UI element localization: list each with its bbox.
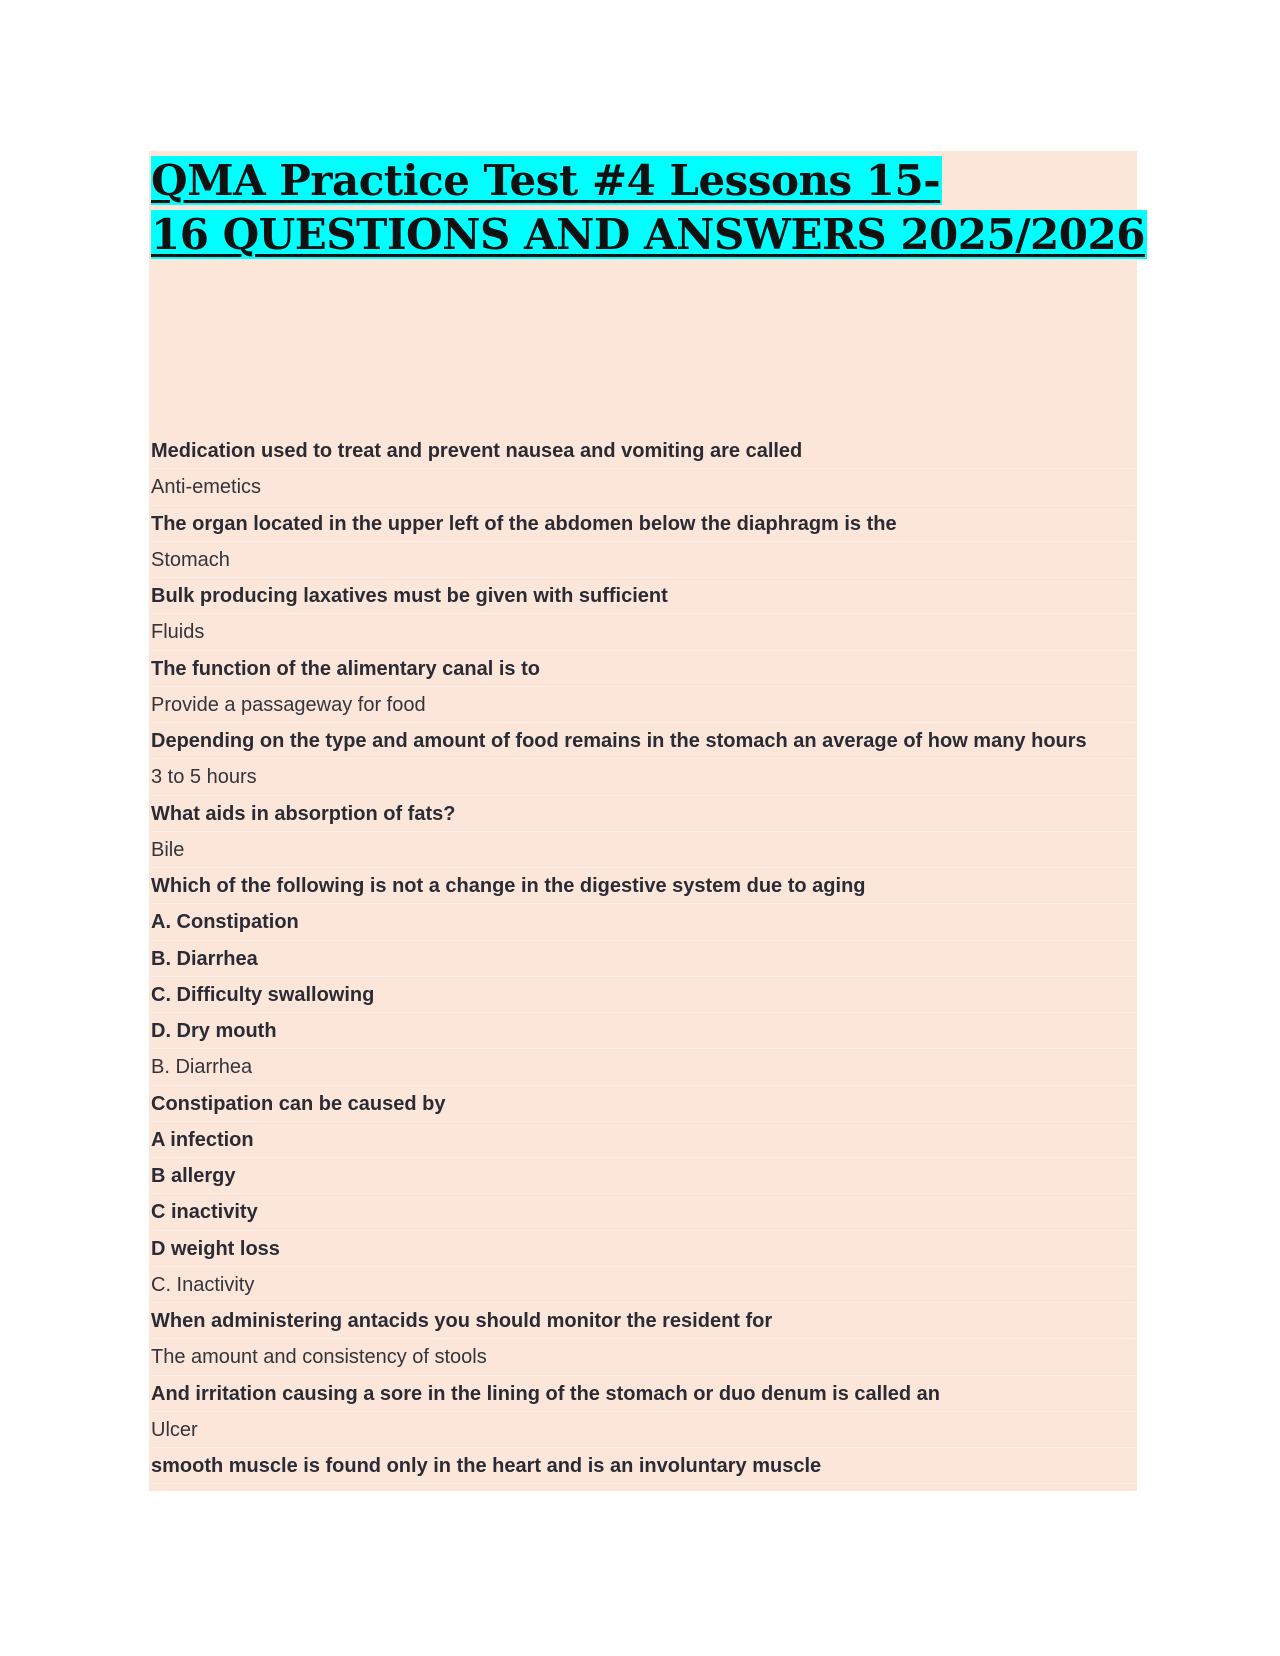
question-line: smooth muscle is found only in the heart and is an involuntary muscle: [151, 1448, 1136, 1484]
question-line: C. Difficulty swallowing: [151, 977, 1136, 1013]
question-line: Constipation can be caused by: [151, 1086, 1136, 1122]
answer-line: Fluids: [151, 614, 1136, 650]
answer-line: Provide a passageway for food: [151, 687, 1136, 723]
question-line: And irritation causing a sore in the lining of the stomach or duo denum is called an: [151, 1376, 1136, 1412]
title-line-1: QMA Practice Test #4 Lessons 15-: [151, 156, 941, 205]
answer-line: B. Diarrhea: [151, 1049, 1136, 1085]
answer-line: Stomach: [151, 542, 1136, 578]
document-title: [151, 154, 1147, 262]
question-line: The function of the alimentary canal is to: [151, 651, 1136, 687]
answer-line: Bile: [151, 832, 1136, 868]
answer-line: The amount and consistency of stools: [151, 1339, 1136, 1375]
question-line: A. Constipation: [151, 904, 1136, 940]
question-line: A infection: [151, 1122, 1136, 1158]
question-line: D weight loss: [151, 1231, 1136, 1267]
answer-line: Anti-emetics: [151, 469, 1136, 505]
answer-line: Ulcer: [151, 1412, 1136, 1448]
answer-line: C. Inactivity: [151, 1267, 1136, 1303]
question-line: What aids in absorption of fats?: [151, 796, 1136, 832]
question-line: Depending on the type and amount of food remains in the stomach an average of how many hours: [151, 723, 1136, 759]
question-line: Which of the following is not a change in the digestive system due to aging: [151, 868, 1136, 904]
title-line-2: 16 QUESTIONS AND ANSWERS 2025/2026: [151, 210, 1145, 259]
answer-line: 3 to 5 hours: [151, 759, 1136, 795]
question-line: Medication used to treat and prevent nausea and vomiting are called: [151, 433, 1136, 469]
question-line: D. Dry mouth: [151, 1013, 1136, 1049]
question-line: B. Diarrhea: [151, 941, 1136, 977]
question-line: Bulk producing laxatives must be given with sufficient: [151, 578, 1136, 614]
qa-list: [151, 433, 1136, 1484]
question-line: When administering antacids you should monitor the resident for: [151, 1303, 1136, 1339]
question-line: The organ located in the upper left of the abdomen below the diaphragm is the: [151, 506, 1136, 542]
question-line: B allergy: [151, 1158, 1136, 1194]
question-line: C inactivity: [151, 1194, 1136, 1230]
